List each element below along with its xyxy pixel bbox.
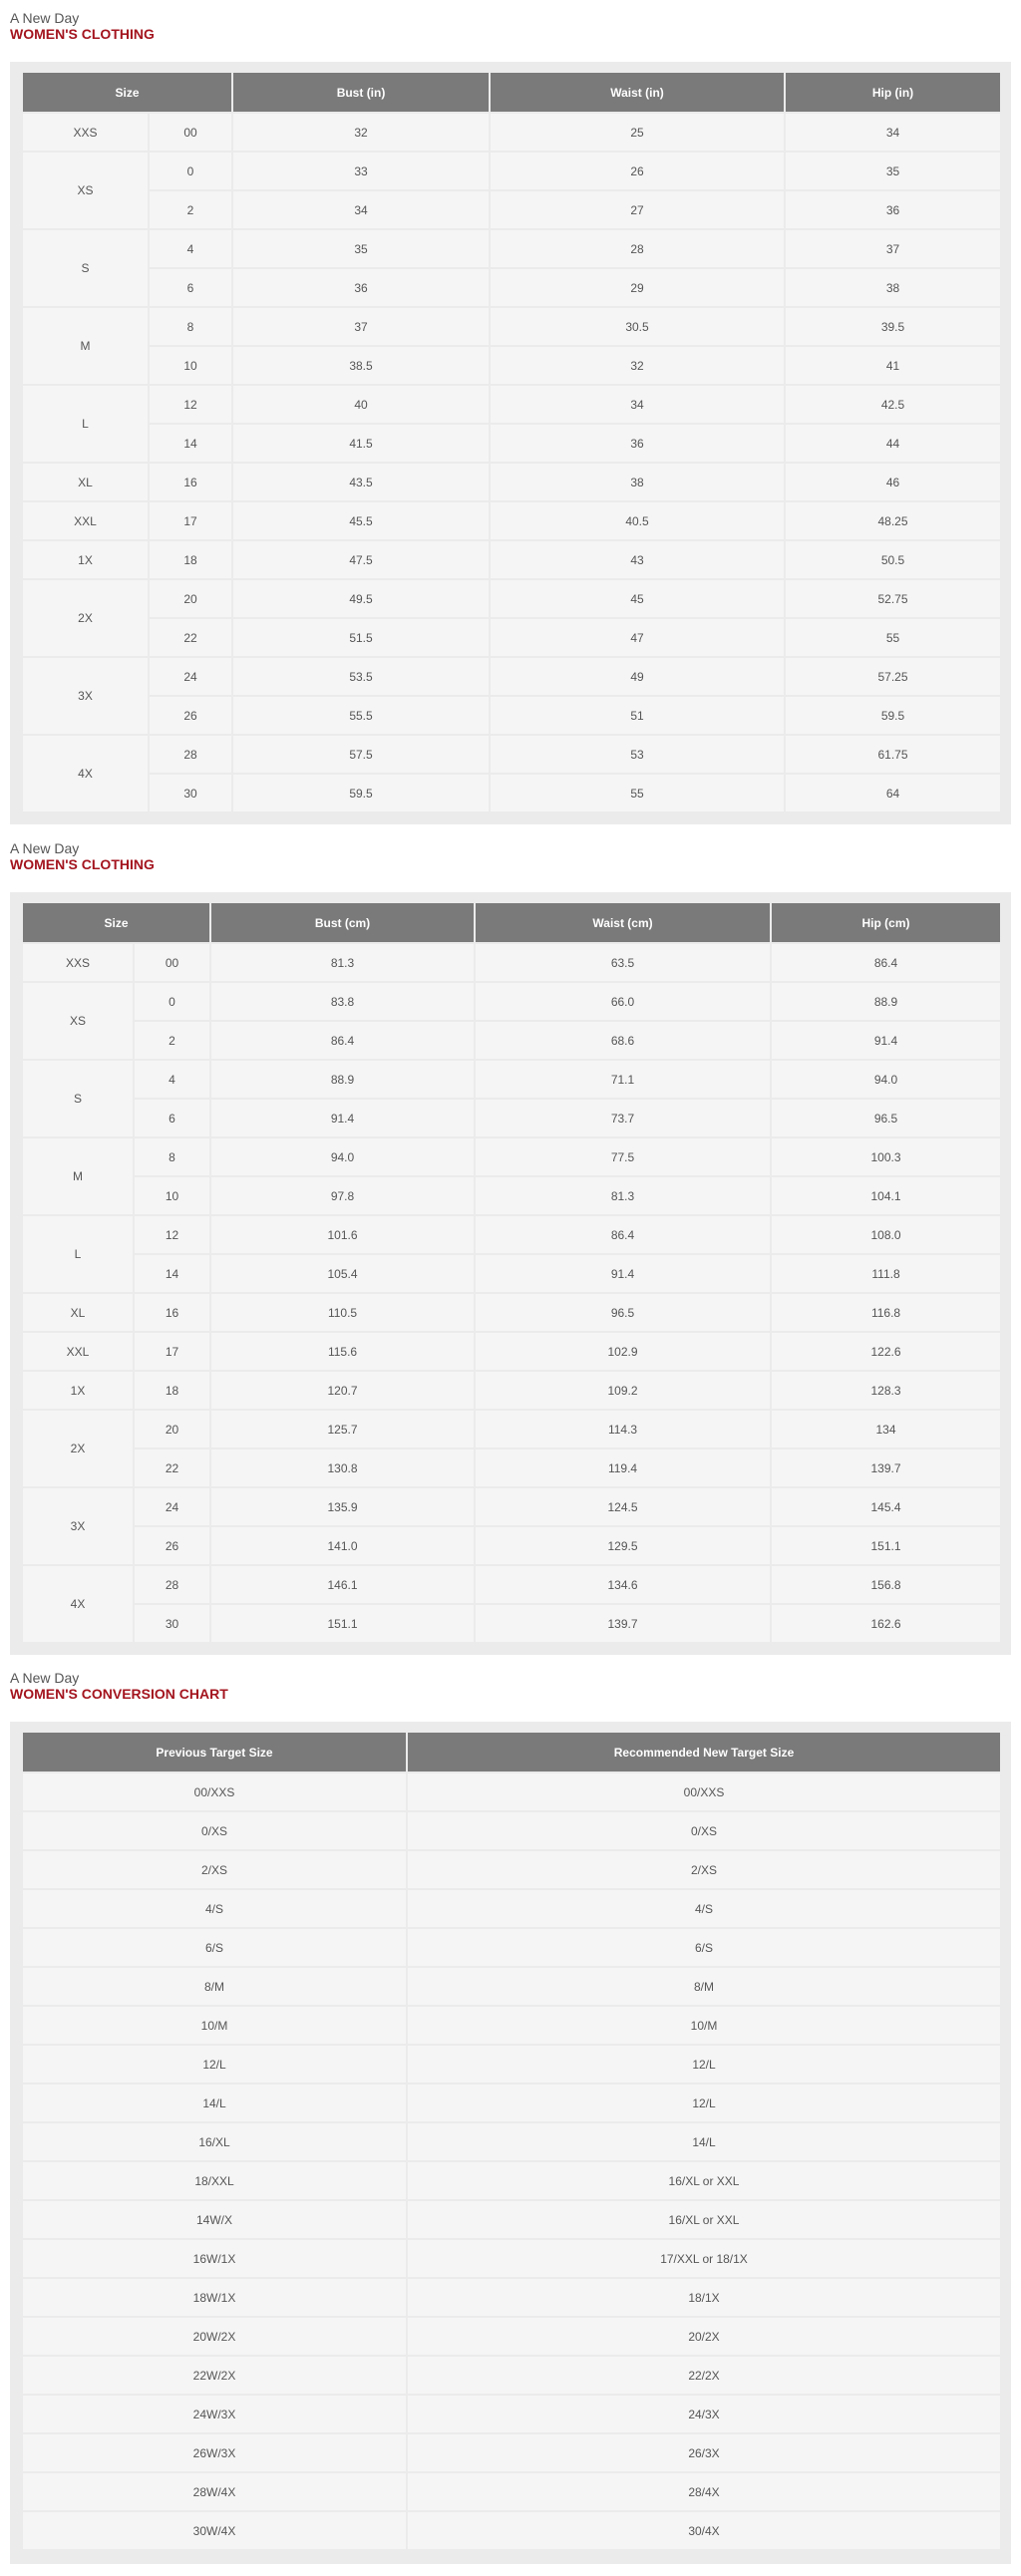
table-row <box>22 1565 1001 1604</box>
numeric-size-cell: 24 <box>149 657 232 696</box>
waist-cell: 71.1 <box>475 1060 771 1099</box>
numeric-size-cell: 16 <box>134 1293 210 1332</box>
bust-cell: 105.4 <box>210 1254 475 1293</box>
table-row <box>22 2200 1001 2239</box>
conversion-table-panel <box>10 1722 1011 2564</box>
recommended-size-cell: 12/L <box>407 2084 1001 2122</box>
numeric-size-cell: 17 <box>149 501 232 540</box>
table-header-row <box>22 72 1001 113</box>
table-row <box>22 1604 1001 1643</box>
bust-cell: 125.7 <box>210 1410 475 1449</box>
size-label-cell: 1X <box>22 540 149 579</box>
numeric-size-cell: 00 <box>134 943 210 982</box>
brand-name: A New Day <box>10 840 80 856</box>
waist-cell: 26 <box>490 152 785 190</box>
waist-cell: 51 <box>490 696 785 735</box>
hip-cell: 37 <box>785 229 1001 268</box>
bust-cell: 55.5 <box>232 696 490 735</box>
table-row <box>22 463 1001 501</box>
waist-cell: 139.7 <box>475 1604 771 1643</box>
recommended-size-cell: 2/XS <box>407 1850 1001 1889</box>
recommended-size-cell: 16/XL or XXL <box>407 2161 1001 2200</box>
table-row <box>22 1526 1001 1565</box>
numeric-size-cell: 14 <box>134 1254 210 1293</box>
table-row <box>22 1928 1001 1967</box>
waist-cell: 86.4 <box>475 1215 771 1254</box>
table-row <box>22 2433 1001 2472</box>
table-row <box>22 1811 1001 1850</box>
waist-cell: 114.3 <box>475 1410 771 1449</box>
numeric-size-cell: 2 <box>149 190 232 229</box>
table-row <box>22 190 1001 229</box>
waist-cell: 91.4 <box>475 1254 771 1293</box>
bust-cell: 53.5 <box>232 657 490 696</box>
size-table-body <box>22 943 1001 1643</box>
hip-cell: 52.75 <box>785 579 1001 618</box>
hip-cell: 128.3 <box>771 1371 1001 1410</box>
waist-cell: 40.5 <box>490 501 785 540</box>
table-row <box>22 2356 1001 2395</box>
recommended-size-cell: 0/XS <box>407 1811 1001 1850</box>
bust-cell: 88.9 <box>210 1060 475 1099</box>
bust-cell: 43.5 <box>232 463 490 501</box>
waist-cell: 30.5 <box>490 307 785 346</box>
waist-cell: 28 <box>490 229 785 268</box>
hip-cell: 64 <box>785 774 1001 812</box>
waist-cell: 102.9 <box>475 1332 771 1371</box>
bust-cell: 51.5 <box>232 618 490 657</box>
waist-cell: 124.5 <box>475 1487 771 1526</box>
recommended-size-cell: 28/4X <box>407 2472 1001 2511</box>
recommended-size-cell: 10/M <box>407 2006 1001 2045</box>
bust-cell: 32 <box>232 113 490 152</box>
numeric-size-cell: 2 <box>134 1021 210 1060</box>
size-label-cell: S <box>22 229 149 307</box>
size-column-header: Size <box>22 72 232 113</box>
bust-cell: 110.5 <box>210 1293 475 1332</box>
bust-cell: 81.3 <box>210 943 475 982</box>
bust-cell: 41.5 <box>232 424 490 463</box>
bust-cell: 86.4 <box>210 1021 475 1060</box>
numeric-size-cell: 18 <box>134 1371 210 1410</box>
hip-cell: 50.5 <box>785 540 1001 579</box>
table-row <box>22 346 1001 385</box>
table-row <box>22 229 1001 268</box>
waist-cell: 129.5 <box>475 1526 771 1565</box>
previous-size-cell: 30W/4X <box>22 2511 407 2550</box>
numeric-size-cell: 12 <box>149 385 232 424</box>
bust-cell: 115.6 <box>210 1332 475 1371</box>
previous-size-cell: 0/XS <box>22 1811 407 1850</box>
previous-size-cell: 20W/2X <box>22 2317 407 2356</box>
bust-cell: 35 <box>232 229 490 268</box>
table-row <box>22 1021 1001 1060</box>
previous-size-cell: 26W/3X <box>22 2433 407 2472</box>
hip-cell: 122.6 <box>771 1332 1001 1371</box>
table-row <box>22 579 1001 618</box>
table-row <box>22 657 1001 696</box>
conversion-table-body <box>22 1772 1001 2550</box>
table-row <box>22 1332 1001 1371</box>
table-row <box>22 1967 1001 2006</box>
table-row <box>22 618 1001 657</box>
numeric-size-cell: 4 <box>134 1060 210 1099</box>
recommended-size-cell: 24/3X <box>407 2395 1001 2433</box>
recommended-size-cell: 14/L <box>407 2122 1001 2161</box>
waist-cell: 66.0 <box>475 982 771 1021</box>
table-row <box>22 774 1001 812</box>
bust-column-header: Bust (cm) <box>210 902 475 943</box>
hip-cell: 134 <box>771 1410 1001 1449</box>
size-table-panel <box>10 892 1011 1655</box>
size-table-inches <box>21 71 1002 813</box>
numeric-size-cell: 22 <box>149 618 232 657</box>
size-table-panel <box>10 62 1011 824</box>
bust-cell: 94.0 <box>210 1137 475 1176</box>
waist-cell: 34 <box>490 385 785 424</box>
hip-cell: 46 <box>785 463 1001 501</box>
size-label-cell: XXS <box>22 943 134 982</box>
bust-cell: 101.6 <box>210 1215 475 1254</box>
waist-cell: 36 <box>490 424 785 463</box>
hip-cell: 34 <box>785 113 1001 152</box>
numeric-size-cell: 6 <box>134 1099 210 1137</box>
bust-cell: 151.1 <box>210 1604 475 1643</box>
waist-cell: 81.3 <box>475 1176 771 1215</box>
previous-size-cell: 4/S <box>22 1889 407 1928</box>
waist-cell: 25 <box>490 113 785 152</box>
size-label-cell: XS <box>22 152 149 229</box>
previous-size-cell: 16/XL <box>22 2122 407 2161</box>
bust-cell: 33 <box>232 152 490 190</box>
waist-cell: 119.4 <box>475 1449 771 1487</box>
hip-cell: 88.9 <box>771 982 1001 1021</box>
table-row <box>22 1176 1001 1215</box>
bust-cell: 57.5 <box>232 735 490 774</box>
bust-cell: 141.0 <box>210 1526 475 1565</box>
recommended-size-cell: 20/2X <box>407 2317 1001 2356</box>
waist-cell: 49 <box>490 657 785 696</box>
numeric-size-cell: 26 <box>134 1526 210 1565</box>
numeric-size-cell: 10 <box>134 1176 210 1215</box>
numeric-size-cell: 30 <box>134 1604 210 1643</box>
size-label-cell: 1X <box>22 1371 134 1410</box>
numeric-size-cell: 16 <box>149 463 232 501</box>
hip-cell: 151.1 <box>771 1526 1001 1565</box>
bust-cell: 59.5 <box>232 774 490 812</box>
table-row <box>22 2395 1001 2433</box>
waist-cell: 109.2 <box>475 1371 771 1410</box>
hip-cell: 38 <box>785 268 1001 307</box>
hip-cell: 96.5 <box>771 1099 1001 1137</box>
waist-cell: 38 <box>490 463 785 501</box>
previous-size-cell: 18W/1X <box>22 2278 407 2317</box>
hip-cell: 104.1 <box>771 1176 1001 1215</box>
numeric-size-cell: 24 <box>134 1487 210 1526</box>
table-row <box>22 2045 1001 2084</box>
size-label-cell: M <box>22 1137 134 1215</box>
bust-cell: 34 <box>232 190 490 229</box>
hip-cell: 42.5 <box>785 385 1001 424</box>
hip-cell: 111.8 <box>771 1254 1001 1293</box>
table-row <box>22 2511 1001 2550</box>
hip-cell: 41 <box>785 346 1001 385</box>
table-row <box>22 2239 1001 2278</box>
table-row <box>22 696 1001 735</box>
table-header-row <box>22 902 1001 943</box>
recommended-size-cell: 6/S <box>407 1928 1001 1967</box>
table-row <box>22 1254 1001 1293</box>
previous-size-cell: 14/L <box>22 2084 407 2122</box>
table-row <box>22 1487 1001 1526</box>
size-label-cell: XL <box>22 463 149 501</box>
table-row <box>22 1060 1001 1099</box>
numeric-size-cell: 22 <box>134 1449 210 1487</box>
table-row <box>22 1293 1001 1332</box>
waist-column-header: Waist (in) <box>490 72 785 113</box>
hip-cell: 39.5 <box>785 307 1001 346</box>
size-label-cell: 2X <box>22 579 149 657</box>
bust-cell: 36 <box>232 268 490 307</box>
previous-size-cell: 8/M <box>22 1967 407 2006</box>
size-label-cell: XXL <box>22 1332 134 1371</box>
previous-size-cell: 12/L <box>22 2045 407 2084</box>
size-column-header: Size <box>22 902 210 943</box>
waist-column-header: Waist (cm) <box>475 902 771 943</box>
table-row <box>22 982 1001 1021</box>
recommended-size-cell: 00/XXS <box>407 1772 1001 1811</box>
table-row <box>22 735 1001 774</box>
waist-cell: 53 <box>490 735 785 774</box>
recommended-size-column-header: Recommended New Target Size <box>407 1732 1001 1772</box>
size-label-cell: XXL <box>22 501 149 540</box>
hip-cell: 35 <box>785 152 1001 190</box>
hip-cell: 44 <box>785 424 1001 463</box>
numeric-size-cell: 0 <box>149 152 232 190</box>
hip-cell: 94.0 <box>771 1060 1001 1099</box>
hip-cell: 61.75 <box>785 735 1001 774</box>
table-row <box>22 307 1001 346</box>
size-label-cell: 4X <box>22 1565 134 1643</box>
size-label-cell: S <box>22 1060 134 1137</box>
table-header-row <box>22 1732 1001 1772</box>
waist-cell: 73.7 <box>475 1099 771 1137</box>
table-row <box>22 1215 1001 1254</box>
numeric-size-cell: 26 <box>149 696 232 735</box>
bust-cell: 135.9 <box>210 1487 475 1526</box>
conversion-table <box>21 1731 1002 2551</box>
numeric-size-cell: 18 <box>149 540 232 579</box>
waist-cell: 32 <box>490 346 785 385</box>
previous-size-cell: 2/XS <box>22 1850 407 1889</box>
hip-cell: 59.5 <box>785 696 1001 735</box>
table-row <box>22 424 1001 463</box>
previous-size-column-header: Previous Target Size <box>22 1732 407 1772</box>
recommended-size-cell: 26/3X <box>407 2433 1001 2472</box>
previous-size-cell: 28W/4X <box>22 2472 407 2511</box>
waist-cell: 47 <box>490 618 785 657</box>
table-row <box>22 1772 1001 1811</box>
table-row <box>22 1449 1001 1487</box>
previous-size-cell: 00/XXS <box>22 1772 407 1811</box>
hip-cell: 100.3 <box>771 1137 1001 1176</box>
waist-cell: 96.5 <box>475 1293 771 1332</box>
table-row <box>22 385 1001 424</box>
table-row <box>22 2472 1001 2511</box>
previous-size-cell: 24W/3X <box>22 2395 407 2433</box>
size-label-cell: 4X <box>22 735 149 812</box>
hip-cell: 55 <box>785 618 1001 657</box>
numeric-size-cell: 8 <box>134 1137 210 1176</box>
bust-cell: 37 <box>232 307 490 346</box>
brand-name: A New Day <box>10 10 80 26</box>
table-row <box>22 2317 1001 2356</box>
table-row <box>22 1889 1001 1928</box>
previous-size-cell: 6/S <box>22 1928 407 1967</box>
size-table-cm <box>21 901 1002 1644</box>
section-title: WOMEN'S CLOTHING <box>10 26 155 42</box>
size-label-cell: XXS <box>22 113 149 152</box>
table-row <box>22 2122 1001 2161</box>
recommended-size-cell: 18/1X <box>407 2278 1001 2317</box>
brand-name: A New Day <box>10 1670 80 1686</box>
table-row <box>22 2006 1001 2045</box>
previous-size-cell: 14W/X <box>22 2200 407 2239</box>
size-table-body <box>22 113 1001 812</box>
numeric-size-cell: 10 <box>149 346 232 385</box>
numeric-size-cell: 20 <box>149 579 232 618</box>
table-row <box>22 501 1001 540</box>
numeric-size-cell: 30 <box>149 774 232 812</box>
table-row <box>22 540 1001 579</box>
bust-cell: 45.5 <box>232 501 490 540</box>
hip-cell: 116.8 <box>771 1293 1001 1332</box>
table-row <box>22 2084 1001 2122</box>
previous-size-cell: 22W/2X <box>22 2356 407 2395</box>
bust-cell: 83.8 <box>210 982 475 1021</box>
bust-cell: 47.5 <box>232 540 490 579</box>
section-title: WOMEN'S CONVERSION CHART <box>10 1686 228 1702</box>
table-row <box>22 152 1001 190</box>
hip-cell: 156.8 <box>771 1565 1001 1604</box>
numeric-size-cell: 8 <box>149 307 232 346</box>
table-row <box>22 113 1001 152</box>
bust-cell: 120.7 <box>210 1371 475 1410</box>
bust-cell: 49.5 <box>232 579 490 618</box>
waist-cell: 27 <box>490 190 785 229</box>
table-row <box>22 1850 1001 1889</box>
waist-cell: 68.6 <box>475 1021 771 1060</box>
recommended-size-cell: 8/M <box>407 1967 1001 2006</box>
table-row <box>22 1099 1001 1137</box>
numeric-size-cell: 4 <box>149 229 232 268</box>
size-label-cell: M <box>22 307 149 385</box>
size-label-cell: XL <box>22 1293 134 1332</box>
size-label-cell: 2X <box>22 1410 134 1487</box>
size-label-cell: 3X <box>22 657 149 735</box>
table-row <box>22 2161 1001 2200</box>
table-row <box>22 943 1001 982</box>
bust-cell: 91.4 <box>210 1099 475 1137</box>
bust-cell: 130.8 <box>210 1449 475 1487</box>
bust-cell: 38.5 <box>232 346 490 385</box>
numeric-size-cell: 00 <box>149 113 232 152</box>
recommended-size-cell: 30/4X <box>407 2511 1001 2550</box>
recommended-size-cell: 16/XL or XXL <box>407 2200 1001 2239</box>
hip-cell: 86.4 <box>771 943 1001 982</box>
waist-cell: 63.5 <box>475 943 771 982</box>
hip-cell: 162.6 <box>771 1604 1001 1643</box>
size-label-cell: 3X <box>22 1487 134 1565</box>
waist-cell: 134.6 <box>475 1565 771 1604</box>
section-title: WOMEN'S CLOTHING <box>10 856 155 872</box>
hip-cell: 36 <box>785 190 1001 229</box>
previous-size-cell: 16W/1X <box>22 2239 407 2278</box>
numeric-size-cell: 6 <box>149 268 232 307</box>
size-label-cell: L <box>22 1215 134 1293</box>
numeric-size-cell: 14 <box>149 424 232 463</box>
numeric-size-cell: 28 <box>134 1565 210 1604</box>
table-row <box>22 1371 1001 1410</box>
hip-cell: 108.0 <box>771 1215 1001 1254</box>
table-row <box>22 1410 1001 1449</box>
waist-cell: 55 <box>490 774 785 812</box>
bust-column-header: Bust (in) <box>232 72 490 113</box>
recommended-size-cell: 17/XXL or 18/1X <box>407 2239 1001 2278</box>
previous-size-cell: 18/XXL <box>22 2161 407 2200</box>
numeric-size-cell: 12 <box>134 1215 210 1254</box>
hip-cell: 91.4 <box>771 1021 1001 1060</box>
hip-cell: 57.25 <box>785 657 1001 696</box>
numeric-size-cell: 28 <box>149 735 232 774</box>
hip-column-header: Hip (cm) <box>771 902 1001 943</box>
waist-cell: 45 <box>490 579 785 618</box>
numeric-size-cell: 0 <box>134 982 210 1021</box>
recommended-size-cell: 12/L <box>407 2045 1001 2084</box>
recommended-size-cell: 22/2X <box>407 2356 1001 2395</box>
table-row <box>22 268 1001 307</box>
bust-cell: 146.1 <box>210 1565 475 1604</box>
bust-cell: 97.8 <box>210 1176 475 1215</box>
previous-size-cell: 10/M <box>22 2006 407 2045</box>
numeric-size-cell: 17 <box>134 1332 210 1371</box>
waist-cell: 43 <box>490 540 785 579</box>
recommended-size-cell: 4/S <box>407 1889 1001 1928</box>
table-row <box>22 2278 1001 2317</box>
table-row <box>22 1137 1001 1176</box>
size-label-cell: XS <box>22 982 134 1060</box>
hip-cell: 48.25 <box>785 501 1001 540</box>
hip-cell: 145.4 <box>771 1487 1001 1526</box>
waist-cell: 29 <box>490 268 785 307</box>
hip-column-header: Hip (in) <box>785 72 1001 113</box>
numeric-size-cell: 20 <box>134 1410 210 1449</box>
waist-cell: 77.5 <box>475 1137 771 1176</box>
hip-cell: 139.7 <box>771 1449 1001 1487</box>
bust-cell: 40 <box>232 385 490 424</box>
size-label-cell: L <box>22 385 149 463</box>
